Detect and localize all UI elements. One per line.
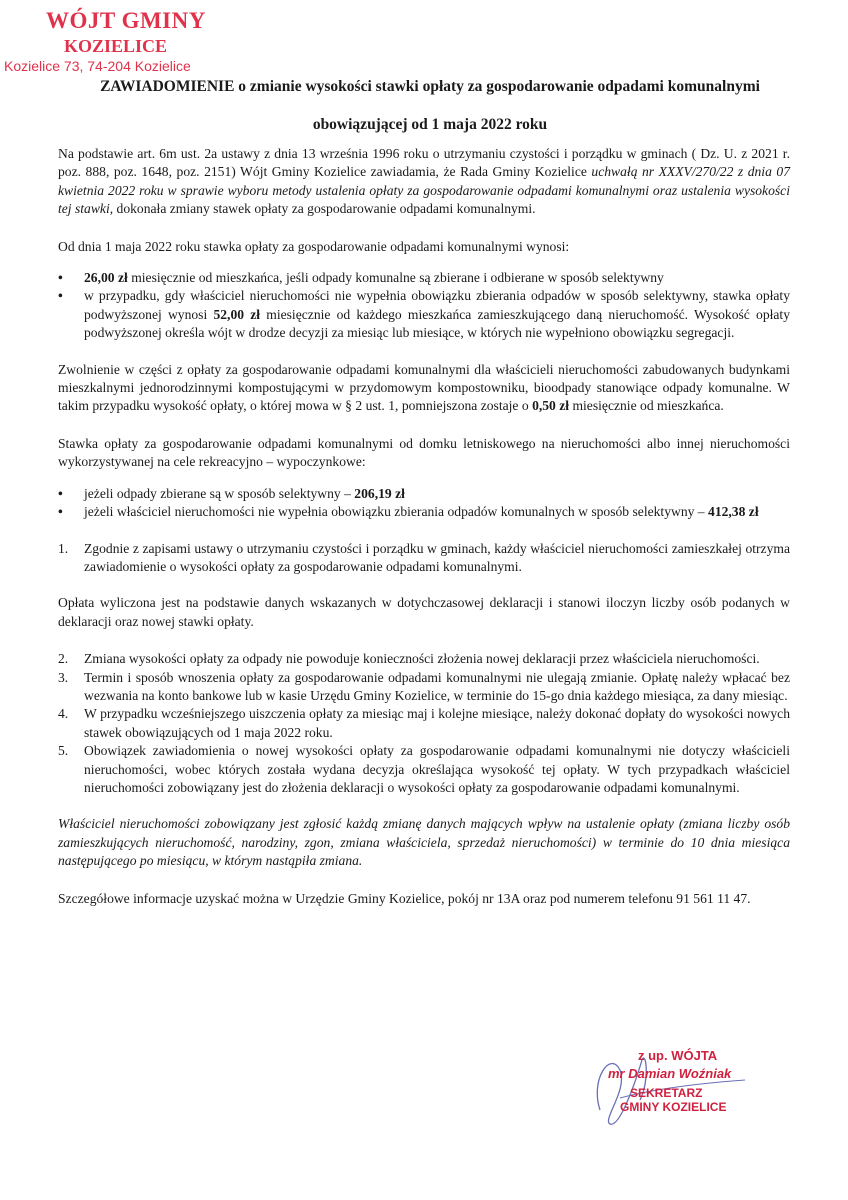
list-item [58, 503, 790, 521]
signature-authority: z up. WÓJTA [638, 1048, 718, 1063]
signature-name: mr Damian Woźniak [608, 1066, 732, 1081]
list-item [58, 485, 790, 503]
intro-text-tail: , dokonała zmiany stawek opłaty za gospodarowanie odpadami komunalnymi. [109, 201, 536, 217]
exemption-paragraph [58, 361, 790, 416]
document-title: ZAWIADOMIENIE o zmianie wysokości stawki opłaty za gospodarowanie odpadami komunalnymi [100, 78, 760, 95]
list-item [58, 540, 790, 577]
list-item [58, 287, 790, 342]
owner-obligation-note: Właściciel nieruchomości zobowiązany jest zgłosić każdą zmianę danych mających wpływ na ustalenie opłaty (zmiana liczby osób zamieszkujących nieruchomość, narodziny, zgon, zmiana właściciela, sprzedaż nieruchomości) w terminie do 10 dnia miesiąca następującego po miesiącu, w którym nastąpiła zmiana. [58, 816, 790, 869]
stamp-address: Kozielice 73, 74-204 Kozielice [4, 58, 191, 74]
signature-stamp [580, 1040, 780, 1130]
rate-value: 26,00 zł [84, 270, 128, 286]
signature-role: SEKRETARZ [630, 1086, 703, 1100]
point-text: Termin i sposób wnoszenia opłaty za gospodarowanie odpadami komunalnymi nie ulegają zmianie. Opłatę należy wpłacać bez wezwania na konto bankowe lub w kasie Urzędu Gminy Kozielice, w terminie do 15-go dnia każdego miesiąca, za dany miesiąc. [84, 669, 790, 703]
rate-text: miesięcznie od mieszkańca, jeśli odpady komunalne są zbierane i odbierane w sposób selektywny [127, 270, 664, 286]
document-subtitle: obowiązującej od 1 maja 2022 roku [312, 116, 548, 133]
point-number: 3. [58, 669, 69, 685]
summer-rate-text: jeżeli odpady zbierane są w sposób selektywny – [84, 485, 355, 501]
point-number: 1. [58, 540, 69, 556]
rate-intro: Od dnia 1 maja 2022 roku stawka opłaty za gospodarowanie odpadami komunalnymi wynosi: [58, 238, 570, 254]
summer-intro: Stawka opłaty za gospodarowanie odpadami komunalnymi od domku letniskowego na nieruchomości albo innej nieruchomości wykorzystywanej na cele rekreacyjno – wypoczynkowe: [58, 435, 790, 470]
summer-rate-value: 206,19 zł [354, 485, 405, 501]
point-text: W przypadku wcześniejszego uiszczenia opłaty za miesiąc maj i kolejne miesiące, należy dokonać dopłaty do wysokości nowych stawek obowiązujących od 1 maja 2022 roku. [84, 706, 790, 740]
point-number: 5. [58, 743, 69, 759]
list-item [58, 269, 790, 287]
summer-rate-text: jeżeli właściciel nieruchomości nie wypełnia obowiązku zbierania odpadów komunalnych w sposób selektywny – [84, 504, 709, 520]
contact-info: Szczegółowe informacje uzyskać można w Urzędzie Gminy Kozielice, pokój nr 13A oraz pod numerem telefonu 91 561 11 47. [58, 890, 751, 906]
resolution-reference: uchwałą nr XXXV/270/22 z dnia 07 kwietnia 2022 roku w sprawie wyboru metody ustalenia opłaty za gospodarowanie odpadami komunalnymi oraz ustalenia wysokości tej stawki [58, 164, 790, 217]
point-text: Zmiana wysokości opłaty za odpady nie powoduje konieczności złożenia nowej deklaracji przez właściciela nieruchomości. [84, 651, 760, 667]
signature-office: GMINY KOZIELICE [620, 1100, 727, 1114]
point-number: 2. [58, 651, 69, 667]
list-item [58, 742, 790, 797]
stamp-office-name: WÓJT GMINY [46, 8, 206, 33]
exemption-value: 0,50 zł [532, 398, 570, 414]
exemption-text: Zwolnienie w części z opłaty za gospodarowanie odpadami komunalnymi dla właścicieli nieruchomości zabudowanych budynkami mieszkalnymi jednorodzinnymi kompostującymi w przydomowym kompostowniku, bioodpady stanowiące odpady komunalne. W takim przypadku wysokość opłaty, o której mowa w § 2 ust. 1, pomniejszona zostaje o [58, 361, 790, 414]
exemption-tail: miesięcznie od mieszkańca. [569, 398, 724, 414]
calculation-note: Opłata wyliczona jest na podstawie danych wskazanych w dotychczasowej deklaracji i stanowi iloczyn liczby osób podanych w deklaracji oraz nowej stawki opłaty. [58, 595, 790, 629]
summer-rates-list [58, 485, 790, 522]
point-text: Zgodnie z zapisami ustawy o utrzymaniu czystości i porządku w gminach, każdy właściciel nieruchomości zamieszkałej otrzyma zawiadomienie o wysokości opłaty za gospodarowanie odpadami komunalnymi. [84, 540, 790, 574]
intro-paragraph [58, 145, 790, 219]
list-item [58, 705, 790, 742]
numbered-point-1 [58, 540, 790, 577]
rate-value: 52,00 zł [213, 306, 261, 322]
point-text: Obowiązek zawiadomienia o nowej wysokości opłaty za gospodarowanie odpadami komunalnymi nie dotyczy właścicieli nieruchomości, wobec których została wydana decyzja określająca wysokość tej opłaty. W tych przypadkach właściciel nieruchomości zobowiązany jest do złożenia deklaracji o wysokości opłaty za gospodarowanie odpadami komunalnymi. [84, 743, 790, 795]
numbered-points [58, 650, 790, 797]
rate-text: w przypadku, gdy właściciel nieruchomości nie wypełnia obowiązku zbierania odpadów w sposób selektywny, stawka opłaty podwyższonej wynosi [84, 288, 790, 322]
rate-text-tail: miesięcznie od każdego mieszkańca zamieszkującego daną nieruchomość. Wysokość opłaty podwyższonej określa wójt w drodze decyzji za miesiąc lub miesiące, w których nie wypełniono obowiązku segregacji. [84, 306, 791, 341]
summer-rate-value: 412,38 zł [708, 504, 759, 520]
document-body [58, 145, 790, 927]
point-number: 4. [58, 706, 69, 722]
rates-list [58, 269, 790, 343]
intro-text: Na podstawie art. 6m ust. 2a ustawy z dnia 13 września 1996 roku o utrzymaniu czystości i porządku w gminach ( Dz. U. z 2021 r. poz. 888, poz. 1648, poz. 2151) Wójt Gminy Kozielice zawiadamia, że Rada Gminy Kozielice [58, 146, 790, 180]
list-item [58, 669, 790, 706]
list-item [58, 650, 790, 668]
stamp-municipality: KOZIELICE [64, 36, 168, 56]
